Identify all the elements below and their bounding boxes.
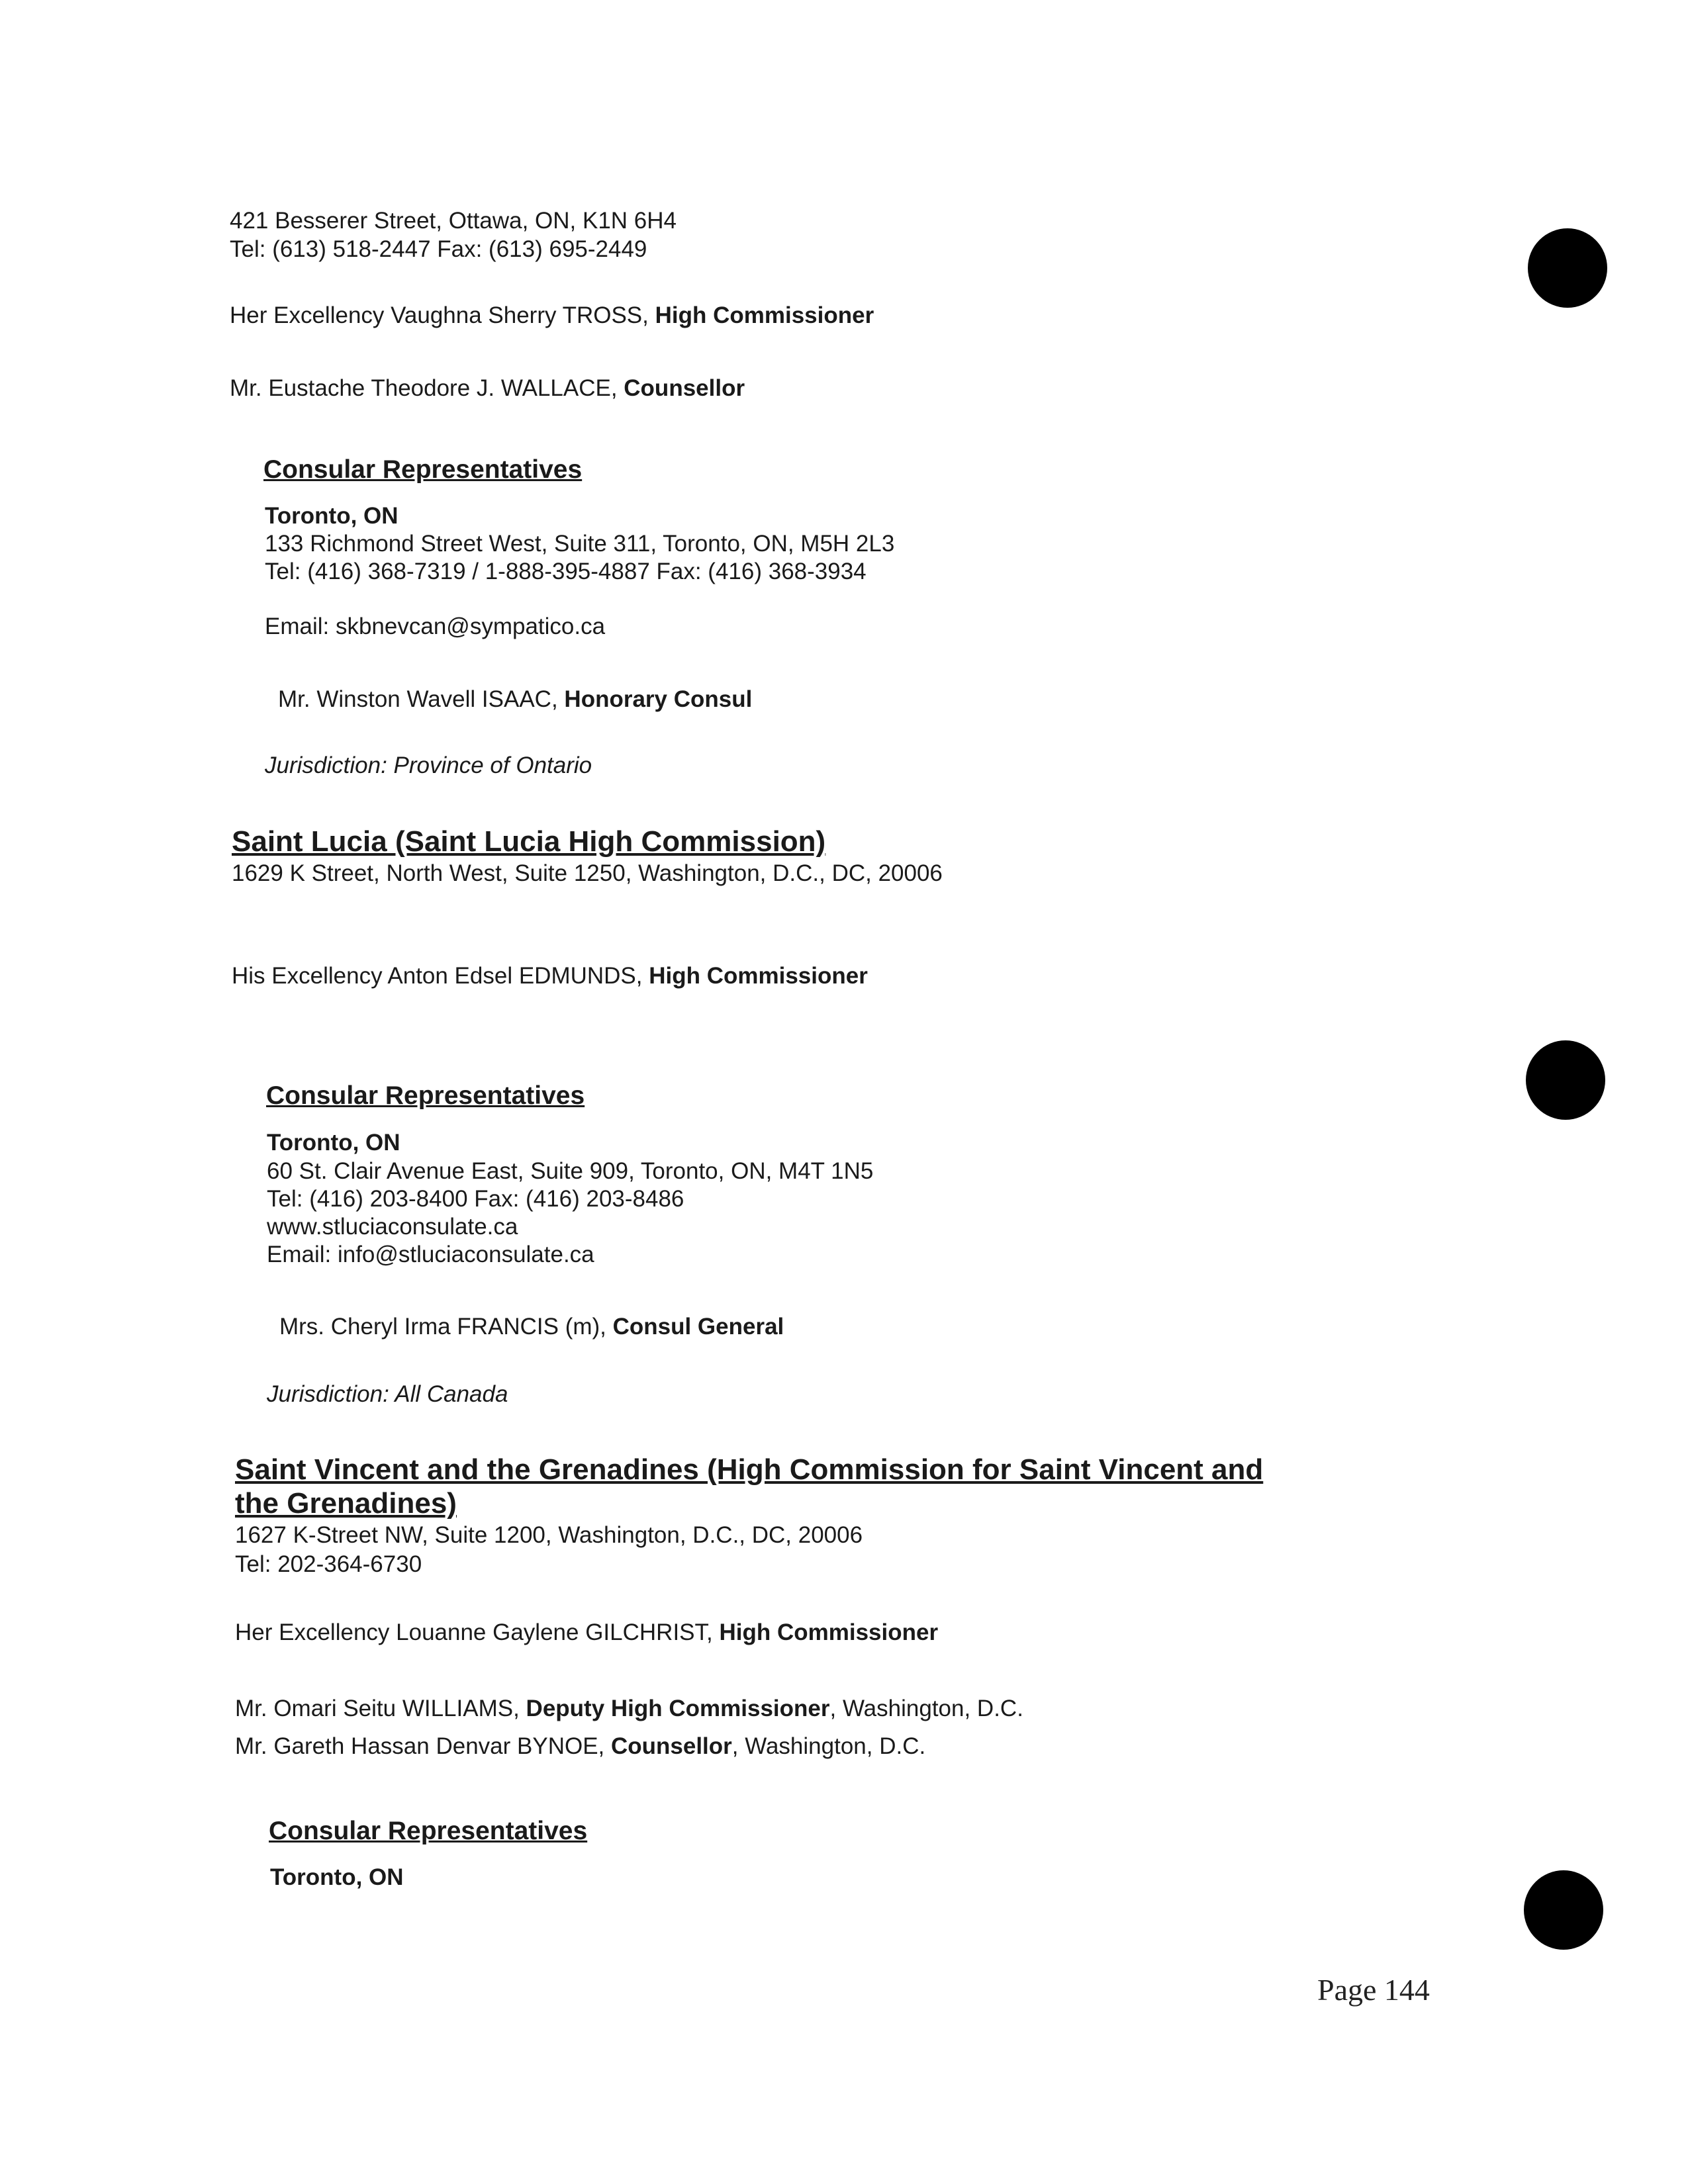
staff-name: His Excellency Anton Edsel EDMUNDS, — [232, 963, 649, 989]
staff-entry — [232, 962, 868, 991]
consul-name: Mr. Winston Wavell ISAAC, — [278, 686, 565, 712]
jurisdiction — [267, 1380, 508, 1409]
mission-address: 421 Besserer Street, Ottawa, ON, K1N 6H4 — [230, 208, 677, 234]
consular-heading: Consular Representatives — [269, 1817, 588, 1845]
consular-city: Toronto, ON — [270, 1864, 404, 1890]
consular-phone: Tel: (416) 368-7319 / 1-888-395-4887 Fax: (416) 368-3934 — [265, 559, 867, 584]
mission-phone: Tel: 202-364-6730 — [235, 1551, 422, 1577]
jurisdiction-value: All Canada — [395, 1381, 508, 1407]
staff-entry — [235, 1618, 938, 1647]
staff-name: Her Excellency Vaughna Sherry TROSS, — [230, 302, 655, 328]
consular-heading: Consular Representatives — [266, 1081, 585, 1110]
staff-name: Mr. Omari Seitu WILLIAMS, — [235, 1696, 526, 1721]
staff-entry — [235, 1732, 925, 1761]
consular-address: 133 Richmond Street West, Suite 311, Toronto, ON, M5H 2L3 — [265, 531, 895, 557]
staff-title: Counsellor — [624, 375, 745, 401]
consular-city: Toronto, ON — [265, 503, 399, 529]
jurisdiction — [265, 751, 592, 780]
consul-title: Honorary Consul — [564, 686, 753, 712]
consular-website: www.stluciaconsulate.ca — [267, 1214, 518, 1240]
consul-title: Consul General — [612, 1314, 784, 1340]
consul-entry — [279, 1312, 784, 1342]
consular-phone: Tel: (416) 203-8400 Fax: (416) 203-8486 — [267, 1186, 684, 1212]
punch-hole-middle — [1526, 1040, 1605, 1120]
consular-city: Toronto, ON — [267, 1130, 400, 1156]
jurisdiction-label: Jurisdiction: — [267, 1381, 395, 1407]
consular-email: Email: info@stluciaconsulate.ca — [267, 1242, 594, 1267]
page-number: Page 144 — [1317, 1973, 1430, 2007]
consular-heading: Consular Representatives — [263, 455, 583, 484]
mission-address: 1627 K-Street NW, Suite 1200, Washington, D.C., DC, 20006 — [235, 1522, 863, 1548]
staff-name: Mr. Eustache Theodore J. WALLACE, — [230, 375, 624, 401]
staff-title: High Commissioner — [719, 1619, 939, 1645]
consular-address: 60 St. Clair Avenue East, Suite 909, Toronto, ON, M4T 1N5 — [267, 1158, 874, 1184]
staff-title: High Commissioner — [649, 963, 868, 989]
country-heading-st-vincent-cont: the Grenadines) — [235, 1487, 457, 1520]
staff-location: , Washington, D.C. — [829, 1696, 1023, 1721]
staff-title: Counsellor — [610, 1733, 732, 1759]
mission-address: 1629 K Street, North West, Suite 1250, Washington, D.C., DC, 20006 — [232, 860, 943, 886]
jurisdiction-value: Province of Ontario — [393, 752, 592, 778]
staff-entry — [230, 374, 745, 403]
consul-name: Mrs. Cheryl Irma FRANCIS (m), — [279, 1314, 613, 1340]
staff-entry — [230, 301, 874, 330]
jurisdiction-label: Jurisdiction: — [265, 752, 394, 778]
country-heading-st-vincent: Saint Vincent and the Grenadines (High Commission for Saint Vincent and — [235, 1453, 1264, 1486]
mission-phone: Tel: (613) 518-2447 Fax: (613) 695-2449 — [230, 236, 647, 262]
country-heading-saint-lucia: Saint Lucia (Saint Lucia High Commission) — [232, 825, 826, 858]
punch-hole-top — [1528, 228, 1607, 308]
staff-location: , Washington, D.C. — [731, 1733, 926, 1759]
staff-title: Deputy High Commissioner — [526, 1696, 830, 1721]
staff-name: Her Excellency Louanne Gaylene GILCHRIST, — [235, 1619, 720, 1645]
staff-entry — [235, 1694, 1023, 1723]
staff-name: Mr. Gareth Hassan Denvar BYNOE, — [235, 1733, 611, 1759]
staff-title: High Commissioner — [655, 302, 874, 328]
consul-entry — [278, 685, 752, 714]
consular-email: Email: skbnevcan@sympatico.ca — [265, 614, 606, 639]
punch-hole-bottom — [1524, 1870, 1603, 1950]
